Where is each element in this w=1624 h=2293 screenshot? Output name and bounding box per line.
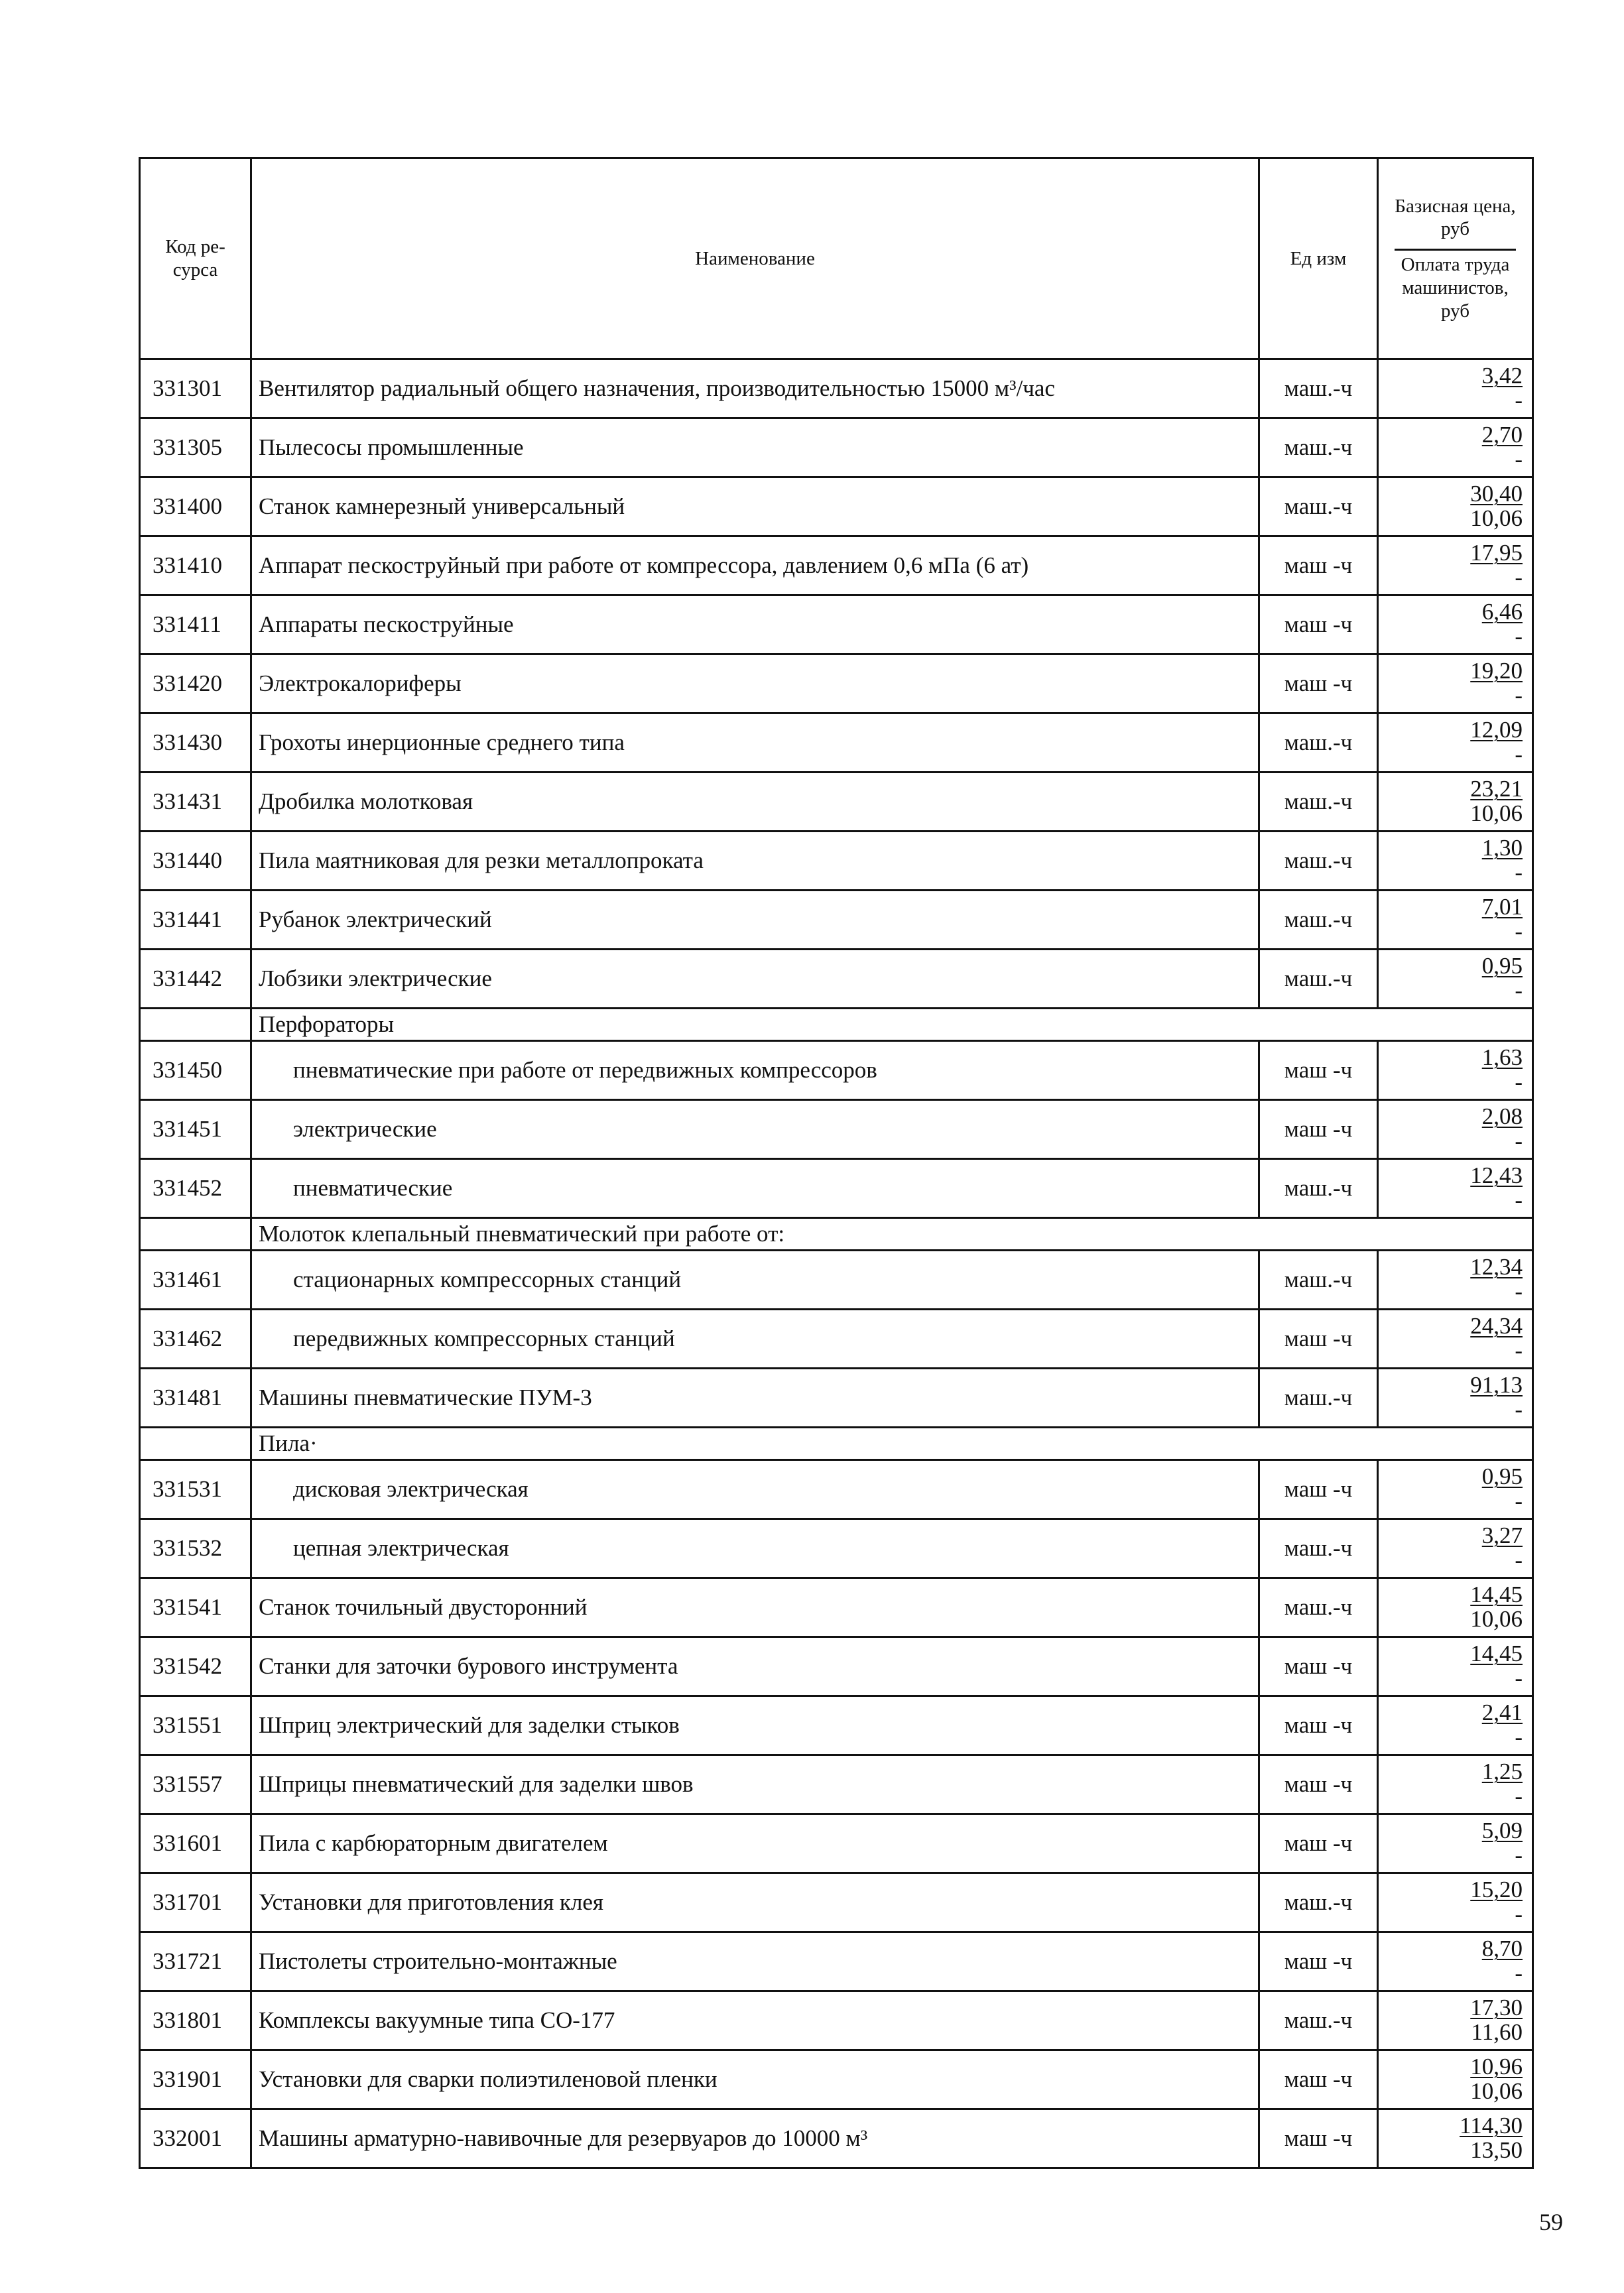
unit-of-measure: маш -ч: [1259, 1100, 1378, 1159]
base-price: 3,27: [1481, 1522, 1523, 1549]
resource-code: 331801: [140, 1991, 251, 2050]
resource-code: 331301: [140, 359, 251, 418]
price-cell: [1378, 1578, 1533, 1637]
page-number: 59: [1539, 2209, 1563, 2235]
operator-pay: -: [1515, 1337, 1523, 1363]
unit-of-measure: маш -ч: [1259, 1932, 1378, 1991]
resource-name: Пистолеты строительно-монтажные: [251, 1932, 1259, 1991]
base-price: 14,45: [1470, 1641, 1523, 1667]
operator-pay: -: [1515, 1783, 1523, 1809]
base-price: 14,45: [1470, 1581, 1523, 1608]
resource-name: пневматические при работе от передвижных компрессоров: [251, 1041, 1259, 1100]
resource-name: пневматические: [251, 1159, 1259, 1218]
table-row: [140, 773, 1533, 832]
resource-code: 332001: [140, 2109, 251, 2168]
unit-of-measure: маш.-ч: [1259, 477, 1378, 536]
resource-name: цепная электрическая: [251, 1519, 1259, 1578]
operator-pay: -: [1515, 682, 1523, 708]
price-cell: [1378, 1637, 1533, 1696]
table-row: [140, 1814, 1533, 1873]
operator-pay: -: [1515, 1069, 1523, 1095]
resource-name: Установки для сварки полиэтиленовой пленки: [251, 2050, 1259, 2109]
group-empty-cell: [140, 1009, 251, 1041]
unit-of-measure: маш.-ч: [1259, 418, 1378, 477]
price-cell: [1378, 477, 1533, 536]
base-price: 30,40: [1470, 481, 1523, 507]
resource-name: Аппарат пескоструйный при работе от компрессора, давлением 0,6 мПа (6 ат): [251, 536, 1259, 595]
base-price: 2,41: [1481, 1700, 1523, 1726]
operator-pay: -: [1515, 1396, 1523, 1422]
resource-code: 331452: [140, 1159, 251, 1218]
unit-of-measure: маш -ч: [1259, 1755, 1378, 1814]
header-price-base: Базисная цена, руб: [1395, 195, 1516, 240]
base-price: 12,09: [1470, 717, 1523, 743]
resource-name: электрические: [251, 1100, 1259, 1159]
unit-of-measure: маш -ч: [1259, 1310, 1378, 1369]
unit-of-measure: маш.-ч: [1259, 1991, 1378, 2050]
unit-of-measure: маш.-ч: [1259, 773, 1378, 832]
group-title: Пила·: [251, 1428, 1533, 1460]
price-cell: [1378, 891, 1533, 950]
table-row: [140, 595, 1533, 654]
operator-pay: 13,50: [1470, 2137, 1523, 2163]
operator-pay: -: [1515, 1488, 1523, 1514]
unit-of-measure: маш -ч: [1259, 2050, 1378, 2109]
resource-name: Пылесосы промышленные: [251, 418, 1259, 477]
price-cell: [1378, 1310, 1533, 1369]
operator-pay: 10,06: [1470, 1606, 1523, 1632]
table-row: [140, 1637, 1533, 1696]
table-row: [140, 1991, 1533, 2050]
resource-name: Шприц электрический для заделки стыков: [251, 1696, 1259, 1755]
price-cell: [1378, 654, 1533, 713]
operator-pay: -: [1515, 1128, 1523, 1154]
unit-of-measure: маш.-ч: [1259, 950, 1378, 1009]
base-price: 3,42: [1481, 363, 1523, 389]
resource-code: 331305: [140, 418, 251, 477]
price-cell: [1378, 1814, 1533, 1873]
resource-name: стационарных компрессорных станций: [251, 1251, 1259, 1310]
base-price: 17,95: [1470, 540, 1523, 566]
operator-pay: 10,06: [1470, 800, 1523, 826]
resource-name: Машины арматурно-навивочные для резервуаров до 10000 м³: [251, 2109, 1259, 2168]
operator-pay: 11,60: [1471, 2019, 1523, 2045]
table-row: [140, 359, 1533, 418]
unit-of-measure: маш.-ч: [1259, 1159, 1378, 1218]
unit-of-measure: маш -ч: [1259, 1637, 1378, 1696]
base-price: 0,95: [1481, 1463, 1523, 1490]
header-price: [1378, 158, 1533, 359]
table-row: [140, 1873, 1533, 1932]
group-header-row: [140, 1428, 1533, 1460]
base-price: 10,96: [1470, 2054, 1523, 2080]
resource-code: 331410: [140, 536, 251, 595]
resource-name: передвижных компрессорных станций: [251, 1310, 1259, 1369]
resource-code: 331541: [140, 1578, 251, 1637]
price-cell: [1378, 950, 1533, 1009]
price-cell: [1378, 1696, 1533, 1755]
price-cell: [1378, 1873, 1533, 1932]
header-code: Код ре- сурса: [140, 158, 251, 359]
table-row: [140, 832, 1533, 891]
resource-code: 331400: [140, 477, 251, 536]
resource-code: 331557: [140, 1755, 251, 1814]
resource-name: Рубанок электрический: [251, 891, 1259, 950]
resource-code: 331721: [140, 1932, 251, 1991]
table-row: [140, 1369, 1533, 1428]
table-row: [140, 950, 1533, 1009]
table-row: [140, 1310, 1533, 1369]
unit-of-measure: маш.-ч: [1259, 359, 1378, 418]
base-price: 23,21: [1470, 776, 1523, 802]
unit-of-measure: маш -ч: [1259, 536, 1378, 595]
table-row: [140, 2109, 1533, 2168]
unit-of-measure: маш.-ч: [1259, 1251, 1378, 1310]
header-price-pay: Оплата труда машинистов, руб: [1395, 249, 1516, 322]
base-price: 5,09: [1481, 1818, 1523, 1844]
base-price: 1,25: [1481, 1759, 1523, 1785]
table-row: [140, 654, 1533, 713]
price-cell: [1378, 1369, 1533, 1428]
group-empty-cell: [140, 1428, 251, 1460]
price-cell: [1378, 2109, 1533, 2168]
unit-of-measure: маш -ч: [1259, 2109, 1378, 2168]
base-price: 2,70: [1481, 422, 1523, 448]
unit-of-measure: маш -ч: [1259, 595, 1378, 654]
table-body: [140, 359, 1533, 2168]
resource-table: [139, 157, 1534, 2169]
resource-name: Установки для приготовления клея: [251, 1873, 1259, 1932]
table-row: [140, 1578, 1533, 1637]
group-empty-cell: [140, 1218, 251, 1251]
base-price: 12,34: [1470, 1254, 1523, 1280]
table-row: [140, 2050, 1533, 2109]
price-cell: [1378, 595, 1533, 654]
resource-code: 331531: [140, 1460, 251, 1519]
resource-name: Пила маятниковая для резки металлопроката: [251, 832, 1259, 891]
resource-name: Пила с карбюраторным двигателем: [251, 1814, 1259, 1873]
price-cell: [1378, 1519, 1533, 1578]
operator-pay: -: [1515, 387, 1523, 413]
base-price: 8,70: [1481, 1936, 1523, 1962]
price-cell: [1378, 1755, 1533, 1814]
base-price: 1,63: [1481, 1044, 1523, 1071]
table-row: [140, 1251, 1533, 1310]
operator-pay: -: [1515, 1842, 1523, 1868]
resource-code: 331450: [140, 1041, 251, 1100]
resource-code: 331462: [140, 1310, 251, 1369]
price-cell: [1378, 1932, 1533, 1991]
base-price: 17,30: [1470, 1995, 1523, 2021]
resource-code: 331901: [140, 2050, 251, 2109]
base-price: 91,13: [1470, 1372, 1523, 1398]
resource-name: дисковая электрическая: [251, 1460, 1259, 1519]
price-cell: [1378, 418, 1533, 477]
header-name: Наименование: [251, 158, 1259, 359]
unit-of-measure: маш.-ч: [1259, 1369, 1378, 1428]
resource-code: 331701: [140, 1873, 251, 1932]
resource-code: 331551: [140, 1696, 251, 1755]
header-unit: Ед изм: [1259, 158, 1378, 359]
operator-pay: -: [1515, 446, 1523, 472]
table-header-row: [140, 158, 1533, 359]
resource-code: 331542: [140, 1637, 251, 1696]
operator-pay: -: [1515, 1960, 1523, 1986]
resource-code: 331411: [140, 595, 251, 654]
unit-of-measure: маш.-ч: [1259, 1578, 1378, 1637]
price-cell: [1378, 2050, 1533, 2109]
operator-pay: -: [1515, 564, 1523, 590]
operator-pay: -: [1515, 1187, 1523, 1213]
base-price: 12,43: [1470, 1162, 1523, 1189]
resource-name: Грохоты инерционные среднего типа: [251, 713, 1259, 773]
resource-name: Дробилка молотковая: [251, 773, 1259, 832]
table-row: [140, 1041, 1533, 1100]
price-cell: [1378, 1159, 1533, 1218]
operator-pay: 10,06: [1470, 2078, 1523, 2104]
resource-name: Станок точильный двусторонний: [251, 1578, 1259, 1637]
resource-code: 331532: [140, 1519, 251, 1578]
resource-code: 331601: [140, 1814, 251, 1873]
table-row: [140, 536, 1533, 595]
resource-name: Электрокалориферы: [251, 654, 1259, 713]
resource-name: Шприцы пневматический для заделки швов: [251, 1755, 1259, 1814]
group-header-row: [140, 1218, 1533, 1251]
price-cell: [1378, 1251, 1533, 1310]
operator-pay: -: [1515, 1278, 1523, 1304]
unit-of-measure: маш.-ч: [1259, 713, 1378, 773]
operator-pay: -: [1515, 1547, 1523, 1573]
table-row: [140, 1100, 1533, 1159]
unit-of-measure: маш.-ч: [1259, 891, 1378, 950]
base-price: 114,30: [1460, 2113, 1523, 2139]
price-cell: [1378, 536, 1533, 595]
group-header-row: [140, 1009, 1533, 1041]
operator-pay: -: [1515, 918, 1523, 944]
table-row: [140, 1519, 1533, 1578]
table-row: [140, 1932, 1533, 1991]
base-price: 15,20: [1470, 1877, 1523, 1903]
price-cell: [1378, 359, 1533, 418]
resource-code: 331441: [140, 891, 251, 950]
resource-name: Станок камнерезный универсальный: [251, 477, 1259, 536]
base-price: 1,30: [1481, 835, 1523, 861]
unit-of-measure: маш -ч: [1259, 654, 1378, 713]
price-cell: [1378, 773, 1533, 832]
operator-pay: -: [1515, 859, 1523, 885]
price-cell: [1378, 1041, 1533, 1100]
table-row: [140, 891, 1533, 950]
resource-name: Вентилятор радиальный общего назначения, производительностью 15000 м³/час: [251, 359, 1259, 418]
table-row: [140, 1460, 1533, 1519]
resource-name: Комплексы вакуумные типа СО-177: [251, 1991, 1259, 2050]
operator-pay: -: [1515, 623, 1523, 649]
resource-name: Станки для заточки бурового инструмента: [251, 1637, 1259, 1696]
price-cell: [1378, 1460, 1533, 1519]
unit-of-measure: маш -ч: [1259, 1460, 1378, 1519]
base-price: 0,95: [1481, 953, 1523, 979]
unit-of-measure: маш -ч: [1259, 1041, 1378, 1100]
operator-pay: -: [1515, 1724, 1523, 1750]
table-row: [140, 418, 1533, 477]
unit-of-measure: маш.-ч: [1259, 1873, 1378, 1932]
resource-code: 331451: [140, 1100, 251, 1159]
price-cell: [1378, 713, 1533, 773]
table-row: [140, 1755, 1533, 1814]
resource-code: 331461: [140, 1251, 251, 1310]
table-row: [140, 1159, 1533, 1218]
unit-of-measure: маш -ч: [1259, 1814, 1378, 1873]
group-title: Молоток клепальный пневматический при работе от:: [251, 1218, 1533, 1251]
resource-name: Машины пневматические ПУМ-3: [251, 1369, 1259, 1428]
base-price: 19,20: [1470, 658, 1523, 684]
group-title: Перфораторы: [251, 1009, 1533, 1041]
price-cell: [1378, 1100, 1533, 1159]
resource-code: 331420: [140, 654, 251, 713]
unit-of-measure: маш -ч: [1259, 1696, 1378, 1755]
resource-code: 331442: [140, 950, 251, 1009]
resource-name: Лобзики электрические: [251, 950, 1259, 1009]
unit-of-measure: маш.-ч: [1259, 1519, 1378, 1578]
operator-pay: -: [1515, 1665, 1523, 1691]
base-price: 2,08: [1481, 1103, 1523, 1130]
price-cell: [1378, 832, 1533, 891]
resource-name: Аппараты пескоструйные: [251, 595, 1259, 654]
resource-code: 331431: [140, 773, 251, 832]
unit-of-measure: маш.-ч: [1259, 832, 1378, 891]
operator-pay: -: [1515, 977, 1523, 1003]
table-row: [140, 1696, 1533, 1755]
base-price: 7,01: [1481, 894, 1523, 920]
resource-code: 331481: [140, 1369, 251, 1428]
price-cell: [1378, 1991, 1533, 2050]
table-row: [140, 713, 1533, 773]
operator-pay: 10,06: [1470, 505, 1523, 531]
base-price: 6,46: [1481, 599, 1523, 625]
table-row: [140, 477, 1533, 536]
base-price: 24,34: [1470, 1313, 1523, 1339]
resource-code: 331430: [140, 713, 251, 773]
operator-pay: -: [1515, 1901, 1523, 1927]
operator-pay: -: [1515, 741, 1523, 767]
resource-code: 331440: [140, 832, 251, 891]
